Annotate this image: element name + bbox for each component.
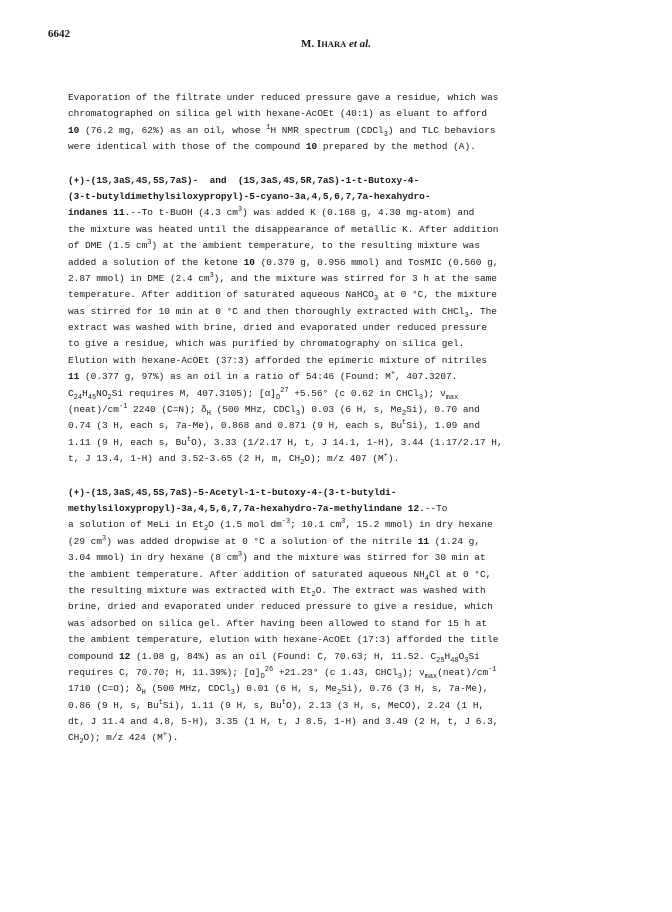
text-line: added a solution of the ketone 10 (0.379 g, 0.956 mmol) and TosMIC (0.560 g, — [68, 256, 499, 268]
text-line: Elution with hexane-AcOEt (37:3) afforded the epimeric mixture of nitriles — [68, 354, 488, 366]
article-body — [68, 90, 612, 747]
running-head-tail: et al. — [346, 38, 371, 50]
text-line: methylsiloxypropyl)-3a,4,5,6,7,7a-hexahydro-7a-methylindane 12.--To — [68, 502, 448, 514]
text-line: 10 (76.2 mg, 62%) as an oil, whose $^1$H NMR spectrum (CDCl$_3$) and TLC behaviors — [68, 123, 496, 139]
text-line: indanes 11.--To t-BuOH (4.3 $cm^3$) was added K (0.168 g, 4.30 mg-atom) and — [68, 206, 475, 219]
text-line: 2.87 mmol) in DME (2.4 $cm^3$), and the mixture was stirred for 3 h at the same — [68, 271, 497, 284]
text-line: a solution of MeLi in $Et_2O$ (1.5 mol $dm^{-3}$; 10.1 $cm^3$, 15.2 mmol) in dry hexane — [68, 518, 493, 534]
text-line: 0.86 (9 H, s, Bu$^t$Si), 1.11 (9 H, s, Bu$^t$O), 2.13 (3 H, s, MeCO), 2.24 (1 H, — [68, 698, 485, 711]
text-line: dt, J 11.4 and 4.8, 5-H), 3.35 (1 H, t, J 8.5, 1-H) and 3.49 (2 H, t, J 6.3, — [68, 716, 499, 728]
text-line: 11 (0.377 g, 97%) as an oil in a ratio of 54:46 (Found: M+, 407.3207. — [68, 370, 458, 383]
text-line: brine, dried and evaporated under reduced pressure to give a residue, which — [68, 601, 493, 613]
text-line: $(neat)/cm^{-1}$ 2240 (C=N); $\delta_H$ (500 MHz, CDCl$_3$) 0.03 (6 H, s, $Me_2Si$), 0.70 and — [68, 402, 480, 418]
compound-heading: (+)-(1S,3aS,4S,5S,7aS)-5-Acetyl-1-t-butoxy-4-(3-t-butyldi- — [68, 486, 397, 498]
text-line: the ambient temperature. After addition of saturated aqueous $NH_4Cl$ at 0 °C, — [68, 568, 492, 583]
running-head-initial: M. I — [301, 38, 322, 50]
compound-heading: (+)-(1S,3aS,4S,5S,7aS)- and (1S,3aS,4S,5R,7aS)-1-t-Butoxy-4- — [68, 174, 420, 186]
text-line: compound 12 (1.08 g, 84%) as an oil (Found: C, 70.63; H, 11.52. $C_{25}H_{48}O_3Si$ — [68, 650, 480, 665]
text-line: 1.11 (9 H, each s, Bu$^t$O), 3.33 (1/2.17 H, t, J 14.1, 1-H), 3.44 (1.17/2.17 H, — [68, 435, 503, 448]
text-line: was stirred for 10 min at 0 °C and then thoroughly extracted with CHCl$_3$. The — [68, 305, 497, 320]
text-line: were identical with those of the compound 10 prepared by the method (A). — [68, 141, 476, 153]
text-line: the mixture was heated until the disappearance of metallic K. After addition — [68, 223, 499, 235]
text-line: to give a residue, which was purified by chromatography on silica gel. — [68, 338, 465, 350]
text-line: t, J 13.4, 1-H) and 3.52-3.65 (2 H, m, $CH_2O$); m/z 407 (M+). — [68, 452, 400, 468]
text-line: 0.74 (3 H, each s, 7a-Me), 0.868 and 0.871 (9 H, each s, Bu$^t$Si), 1.09 and — [68, 419, 480, 432]
page-number: 6642 — [48, 28, 70, 40]
text-line: of DME (1.5 $cm^3$) at the ambient temperature, to the resulting mixture was — [68, 238, 480, 252]
text-line: requires C, 70.70; H, 11.39%); $[\alpha]_D^{26} +21.23^\circ$ (c 1.43, CHCl$_3$); $\nu_{max}(neat)/cm^{-1}$ — [68, 665, 497, 681]
text-line: (29 $cm^3$) was added dropwise at 0 °C a solution of the nitrile 11 (1.24 g, — [68, 534, 480, 547]
text-line: 1710 (C=O); $\delta_H$ (500 MHz, CDCl$_3$) 0.01 (6 H, s, $Me_2Si$), 0.76 (3 H, s, 7a-Me), — [68, 683, 489, 698]
text-line: extract was washed with brine, dried and evaporated under reduced pressure — [68, 322, 488, 334]
compound-heading: (3-t-butyldimethylsiloxypropyl)-5-cyano-3a,4,5,6,7,7a-hexahydro- — [68, 190, 431, 202]
text-line: temperature. After addition of saturated aqueous NaHCO$_3$ at 0 °C, the mixture — [68, 289, 497, 304]
text-line: the ambient temperature, elution with hexane-AcOEt (17:3) afforded the title — [68, 634, 499, 646]
text-line: was adsorbed on silica gel. After having been allowed to stand for 15 h at — [68, 617, 488, 629]
text-line: chromatographed on silica gel with hexane-AcOEt (40:1) as eluant to afford — [68, 108, 488, 120]
running-head — [0, 38, 672, 50]
text-line: 3.04 mmol) in dry hexane (8 $cm^3$) and the mixture was stirred for 30 min at — [68, 551, 486, 564]
text-line: $C_{24}H_{45}NO_2Si$ requires M, 407.3105); $[\alpha]_D^{27} +5.56^\circ$ (c 0.62 in CHCl$_3$); $\nu_{max}$ — [68, 386, 459, 402]
text-line: Evaporation of the filtrate under reduced pressure gave a residue, which was — [68, 92, 499, 103]
text-line: the resulting mixture was extracted with $Et_2O$. The extract was washed with — [68, 584, 486, 599]
running-head-small: HARA — [321, 39, 347, 49]
text-line: $CH_2O$); m/z 424 (M+). — [68, 731, 179, 747]
